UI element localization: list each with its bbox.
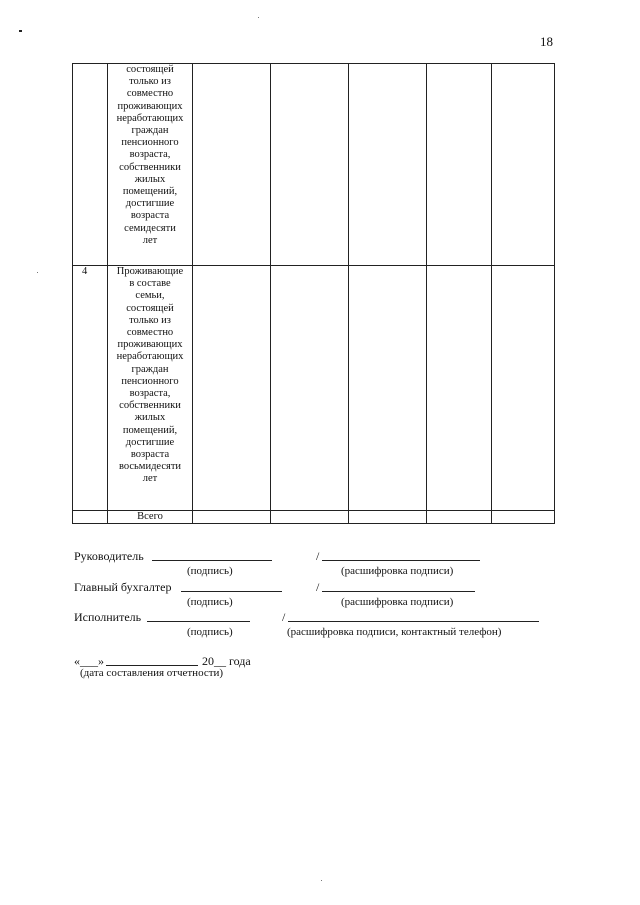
accountant-signature-line[interactable]	[181, 591, 282, 592]
table-cell[interactable]	[492, 64, 555, 266]
report-table	[72, 63, 555, 524]
slash: /	[282, 610, 286, 624]
scan-speck	[321, 880, 322, 881]
row-description: состоящей только из совместно проживающих неработающих граждан пенсионного возраста, собственники жилых помещений, достигшие возраста семидесяти лет	[108, 64, 193, 266]
row-number	[73, 64, 108, 266]
signature-hint: (подпись)	[187, 626, 233, 638]
table-cell[interactable]	[193, 64, 271, 266]
executor-signature-line[interactable]	[147, 621, 250, 622]
accountant-label: Главный бухгалтер	[74, 580, 172, 594]
table-cell[interactable]	[492, 511, 555, 524]
table-cell[interactable]	[349, 511, 427, 524]
head-label: Руководитель	[74, 549, 144, 563]
table-cell[interactable]	[193, 266, 271, 511]
head-signature-line[interactable]	[152, 560, 272, 561]
slash: /	[316, 580, 320, 594]
table-cell[interactable]	[427, 511, 492, 524]
slash: /	[316, 549, 320, 563]
executor-decode-line[interactable]	[288, 621, 539, 622]
table-cell[interactable]	[271, 64, 349, 266]
table-cell[interactable]	[193, 511, 271, 524]
total-label: Всего	[108, 511, 193, 524]
head-decode-line[interactable]	[322, 560, 480, 561]
scan-speck	[258, 17, 259, 18]
total-row	[73, 511, 555, 524]
table-row	[73, 266, 555, 511]
table-cell[interactable]	[492, 266, 555, 511]
scan-speck	[37, 272, 38, 273]
decode-hint: (расшифровка подписи)	[341, 596, 454, 608]
executor-label: Исполнитель	[74, 610, 142, 624]
table-cell[interactable]	[427, 64, 492, 266]
date-month-line[interactable]	[106, 665, 198, 666]
signature-hint: (подпись)	[187, 565, 233, 577]
row-number: 4	[73, 266, 108, 511]
date-hint: (дата составления отчетности)	[80, 667, 224, 679]
table-cell[interactable]	[271, 266, 349, 511]
table-cell[interactable]	[427, 266, 492, 511]
row-description: Проживающие в составе семьи, состоящей только из совместно проживающих неработающих граждан пенсионного возраста, собственники жилых помещений, достигшие возраста восьмидесяти лет	[108, 266, 193, 511]
scan-mark	[19, 30, 22, 32]
page-number: 18	[540, 34, 553, 49]
accountant-decode-line[interactable]	[322, 591, 475, 592]
decode-hint: (расшифровка подписи)	[341, 565, 454, 577]
date-year: 20__ года	[202, 654, 251, 668]
table-cell[interactable]	[349, 266, 427, 511]
decode-contact-hint: (расшифровка подписи, контактный телефон)	[287, 626, 502, 638]
table-row	[73, 64, 555, 266]
table-cell[interactable]	[349, 64, 427, 266]
table-cell	[73, 511, 108, 524]
date-day: «___»	[74, 654, 104, 668]
signature-hint: (подпись)	[187, 596, 233, 608]
table-cell[interactable]	[271, 511, 349, 524]
